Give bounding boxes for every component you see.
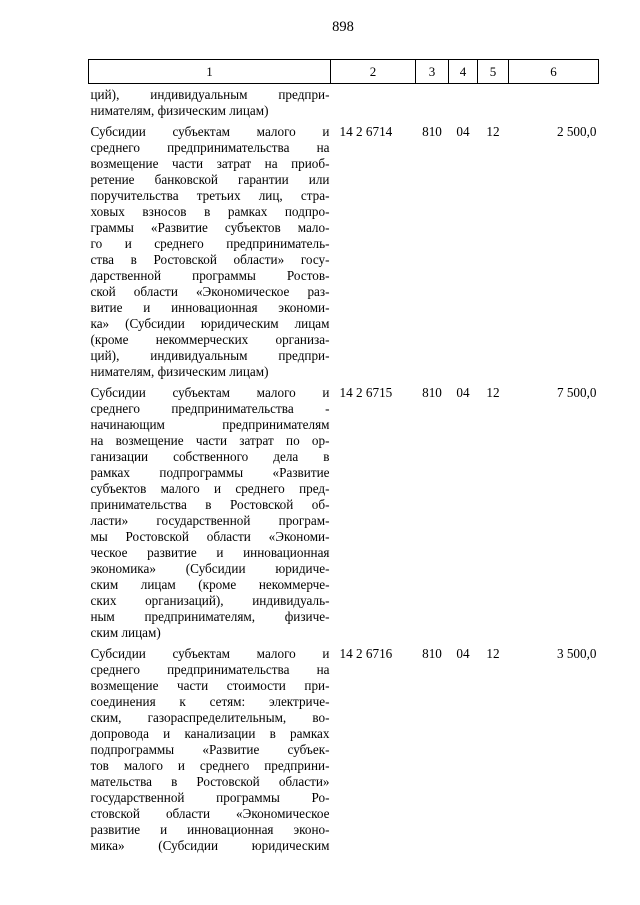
text-line: ций), индивидуальным предпри- [90,87,330,102]
text-line: дарственной программы Ростов- [90,268,330,283]
text-line: государственной программы Ро- [90,790,330,805]
text-line: ским, газораспределительным, во- [90,710,330,725]
text-line: ским лицам) [90,625,161,640]
column-header-2: 2 [331,60,416,84]
text-line: ческое развитие и инновационная [90,545,330,560]
text-line: ства в Ростовской области» госу- [90,252,330,267]
text-line: среднего предпринимательства на [90,140,330,155]
text-line: мы Ростовской области «Экономи- [90,529,330,544]
column-header-3: 3 [416,60,449,84]
cell-col4: 04 [456,124,470,139]
cell-amount: 3 500,0 [556,646,597,661]
text-line: ских организаций), индивидуаль- [90,593,330,608]
cell-col4 [449,84,478,120]
table-row [89,380,599,641]
text-line: нимателям, физическим лицам) [90,103,269,118]
text-line: ховых взносов в рамках подпро- [90,204,330,219]
cell-col3 [416,84,449,120]
cell-amount: 7 500,0 [556,385,597,400]
cell-amount [509,84,599,120]
table-row [89,84,599,120]
budget-table [88,59,599,854]
cell-code: 14 2 6716 [339,646,393,661]
text-line: стовской области «Экономическое [90,806,330,821]
text-line: мика» (Субсидии юридическим [90,838,330,853]
text-line: среднего предпринимательства - [90,401,330,416]
text-line: рамках подпрограммы «Развитие [90,465,330,480]
text-line: ганизации собственного дела в [90,449,330,464]
cell-col3: 810 [422,385,442,400]
cell-col5: 12 [486,646,500,661]
cell-amount: 2 500,0 [556,124,597,139]
text-line: Субсидии субъектам малого и [90,646,330,661]
cell-col5: 12 [486,385,500,400]
cell-col5: 12 [486,124,500,139]
column-header-5: 5 [478,60,509,84]
text-line: среднего предпринимательства на [90,662,330,677]
text-line: возмещение части стоимости при- [90,678,330,693]
text-line: соединения к сетям: электриче- [90,694,330,709]
cell-col4: 04 [456,646,470,661]
text-line: ласти» государственной програм- [90,513,330,528]
text-line: витие и инновационная экономи- [90,300,330,315]
cell-col4: 04 [456,385,470,400]
text-line: допровода и канализации в рамках [90,726,330,741]
table-row [89,119,599,380]
text-line: ций), индивидуальным предпри- [90,348,330,363]
text-line: мательства в Ростовской области» [90,774,330,789]
cell-code: 14 2 6715 [339,385,393,400]
column-header-4: 4 [449,60,478,84]
table-body [89,84,599,855]
cell-col3: 810 [422,646,442,661]
page-number: 898 [332,19,354,35]
text-line: го и среднего предприниматель- [90,236,330,251]
text-line: (кроме некоммерческих организа- [90,332,330,347]
text-line: подпрограммы «Развитие субъек- [90,742,330,757]
text-line: тов малого и среднего предприни- [90,758,330,773]
text-line: развитие и инновационная эконо- [90,822,330,837]
column-header-1: 1 [89,60,331,84]
cell-col3: 810 [422,124,442,139]
text-line: экономика» (Субсидии юридиче- [90,561,330,576]
table-row [89,641,599,854]
text-line: ретение банковской гарантии или [90,172,330,187]
text-line: ским лицам (кроме некоммерче- [90,577,330,592]
text-line: поручительства третьих лиц, стра- [90,188,330,203]
text-line: нимателям, физическим лицам) [90,364,269,379]
text-line: ным предпринимателям, физиче- [90,609,330,624]
cell-code: 14 2 6714 [339,124,393,139]
text-line: возмещение части затрат на приоб- [90,156,330,171]
text-line: Субсидии субъектам малого и [90,124,330,139]
cell-description [89,119,331,380]
cell-description [89,380,331,641]
table-head [89,60,599,84]
text-line: начинающим предпринимателям [90,417,330,432]
cell-col5 [478,84,509,120]
text-line: граммы «Развитие субъектов мало- [90,220,330,235]
cell-description [89,84,331,120]
text-line: принимательства в Ростовской об- [90,497,330,512]
text-line: ской области «Экономическое раз- [90,284,330,299]
column-header-6: 6 [509,60,599,84]
text-line: ка» (Субсидии юридическим лицам [90,316,330,331]
text-line: Субсидии субъектам малого и [90,385,330,400]
cell-code [331,84,416,120]
text-line: на возмещение части затрат по ор- [90,433,330,448]
table-header-row [89,60,599,84]
text-line: субъектов малого и среднего пред- [90,481,330,496]
cell-description [89,641,331,854]
